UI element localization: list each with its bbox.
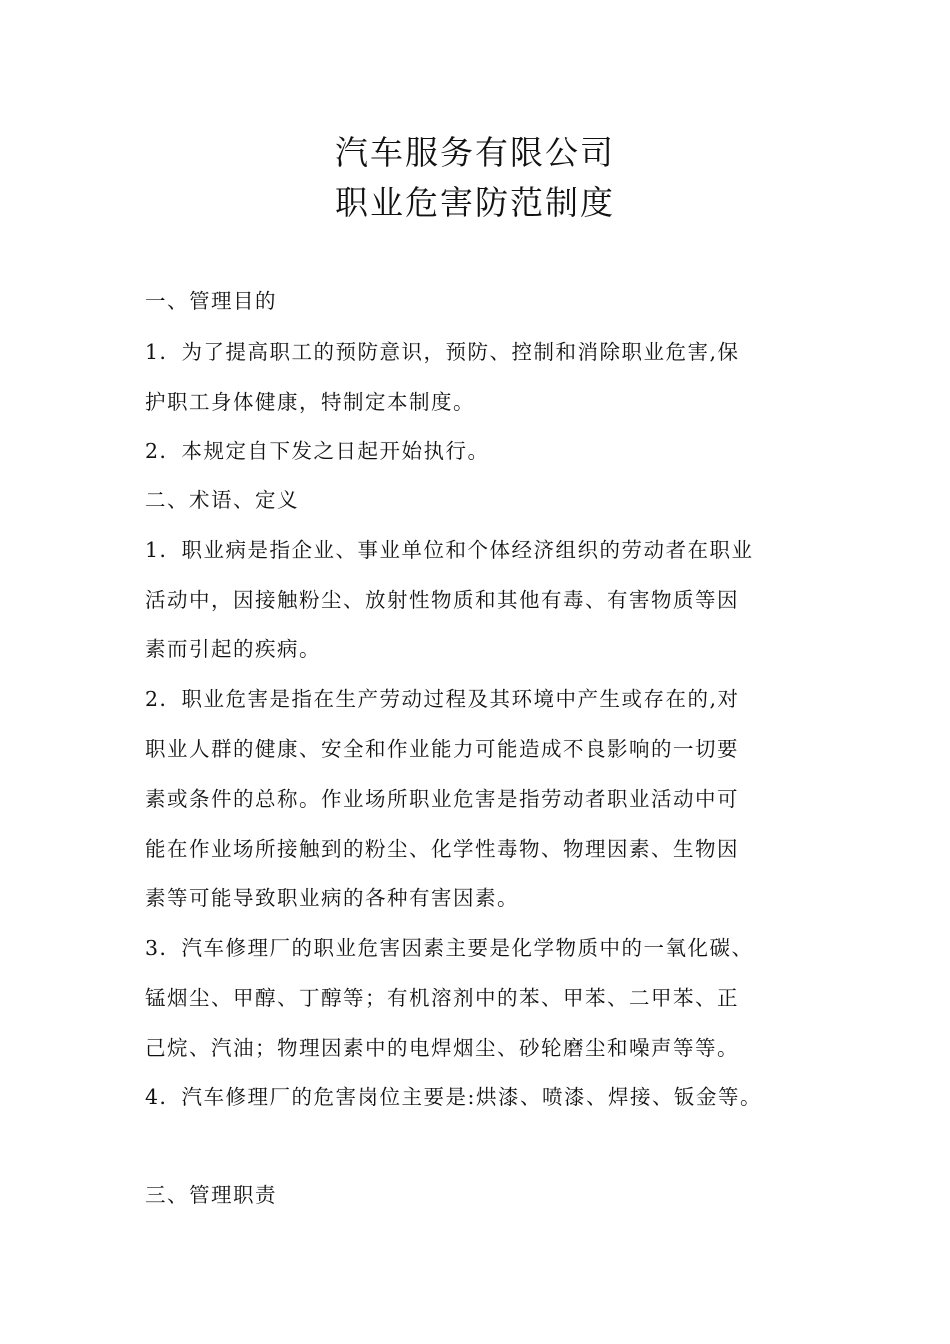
terms-item-1-line-2: 活动中，因接触粉尘、放射性物质和其他有毒、有害物质等因 bbox=[145, 588, 739, 612]
terms-item-3-line-3: 己烷、汽油；物理因素中的电焊烟尘、砂轮磨尘和噪声等等。 bbox=[145, 1036, 739, 1060]
terms-item-2-line-4: 能在作业场所接触到的粉尘、化学性毒物、物理因素、生物因 bbox=[145, 837, 739, 861]
terms-item-2-line-1: 2．职业危害是指在生产劳动过程及其环境中产生或存在的,对 bbox=[145, 687, 740, 711]
section-heading-terms: 二、术语、定义 bbox=[145, 488, 299, 512]
purpose-item-1-line-2: 护职工身体健康，特制定本制度。 bbox=[145, 390, 475, 414]
title-policy: 职业危害防范制度 bbox=[335, 183, 615, 222]
terms-item-2-line-5: 素等可能导致职业病的各种有害因素。 bbox=[145, 886, 519, 910]
terms-item-2-line-3: 素或条件的总称。作业场所职业危害是指劳动者职业活动中可 bbox=[145, 787, 739, 811]
purpose-item-1-line-1: 1．为了提高职工的预防意识，预防、控制和消除职业危害,保 bbox=[145, 340, 740, 364]
title-company: 汽车服务有限公司 bbox=[335, 133, 615, 172]
terms-item-2-line-2: 职业人群的健康、安全和作业能力可能造成不良影响的一切要 bbox=[145, 737, 739, 761]
terms-item-3-line-2: 锰烟尘、甲醇、丁醇等；有机溶剂中的苯、甲苯、二甲苯、正 bbox=[145, 986, 739, 1010]
terms-item-4: 4．汽车修理厂的危害岗位主要是:烘漆、喷漆、焊接、钣金等。 bbox=[145, 1085, 762, 1109]
purpose-item-2: 2．本规定自下发之日起开始执行。 bbox=[145, 439, 490, 463]
terms-item-1-line-3: 素而引起的疾病。 bbox=[145, 637, 321, 661]
section-heading-purpose: 一、管理目的 bbox=[145, 289, 277, 313]
terms-item-3-line-1: 3．汽车修理厂的职业危害因素主要是化学物质中的一氧化碳、 bbox=[145, 936, 754, 960]
section-heading-responsibilities: 三、管理职责 bbox=[145, 1183, 277, 1207]
terms-item-1-line-1: 1．职业病是指企业、事业单位和个体经济组织的劳动者在职业 bbox=[145, 538, 754, 562]
document-title bbox=[0, 128, 950, 228]
